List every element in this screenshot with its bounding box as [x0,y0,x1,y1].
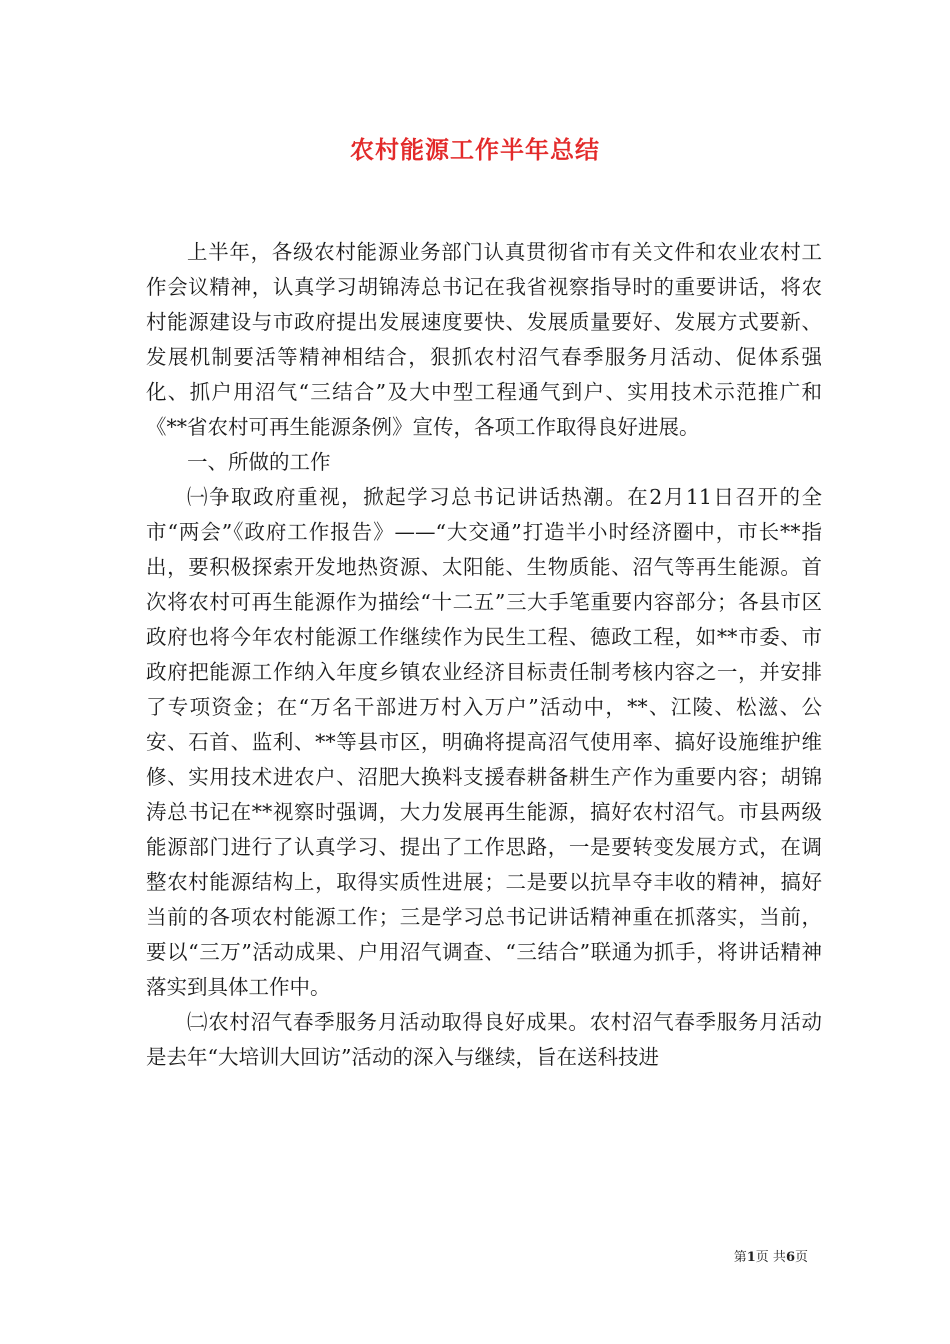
footer-prefix: 第 [733,1250,747,1265]
current-page-number: 1 [746,1250,756,1265]
intro-paragraph: 上半年，各级农村能源业务部门认真贯彻省市有关文件和农业农村工作会议精神，认真学习胡锦涛总书记在我省视察指导时的重要讲话，将农村能源建设与市政府提出发展速度要快、发展质量要好、发展方式要新、发展机制要活等精神相结合，狠抓农村沼气春季服务月活动、促体系强化、抓户用沼气“三结合”及大中型工程通气到户、实用技术示范推广和《**省农村可再生能源条例》宣传，各项工作取得良好进展。 [146,240,822,439]
section-heading: 一、所做的工作 [187,450,331,474]
body-paragraph: ㈡农村沼气春季服务月活动取得良好成果。农村沼气春季服务月活动是去年“大培训大回访”活动的深入与继续，旨在送科技进 [146,1010,822,1069]
document-body [146,235,822,1075]
footer-suffix: 页 [794,1250,808,1265]
footer-middle: 页 共 [755,1250,786,1265]
body-paragraph: ㈠争取政府重视，掀起学习总书记讲话热潮。在2月11日召开的全市“两会”《政府工作报告》——“大交通”打造半小时经济圈中，市长**指出，要积极探索开发地热资源、太阳能、生物质能、沼气等再生能源。首次将农村可再生能源作为描绘“十二五”三大手笔重要内容部分；各县市区政府也将今年农村能源工作继续作为民生工程、德政工程，如**市委、市政府把能源工作纳入年度乡镇农业经济目标责任制考核内容之一，并安排了专项资金；在“万名干部进万村入万户”活动中，**、江陵、松滋、公安、石首、监利、**等县市区，明确将提高沼气使用率、搞好设施维护维修、实用技术进农户、沼肥大换料支援春耕备耕生产作为重要内容；胡锦涛总书记在**视察时强调，大力发展再生能源，搞好农村沼气。市县两级能源部门进行了认真学习、提出了工作思路，一是要转变发展方式，在调整农村能源结构上，取得实质性进展；二是要以抗旱夺丰收的精神，搞好当前的各项农村能源工作；三是学习总书记讲话精神重在抓落实，当前，要以“三万”活动成果、户用沼气调查、“三结合”联通为抓手，将讲话精神落实到具体工作中。 [146,485,822,999]
document-title: 农村能源工作半年总结 [350,136,600,164]
page-number-footer [734,1246,808,1265]
total-pages-number: 6 [785,1250,795,1265]
